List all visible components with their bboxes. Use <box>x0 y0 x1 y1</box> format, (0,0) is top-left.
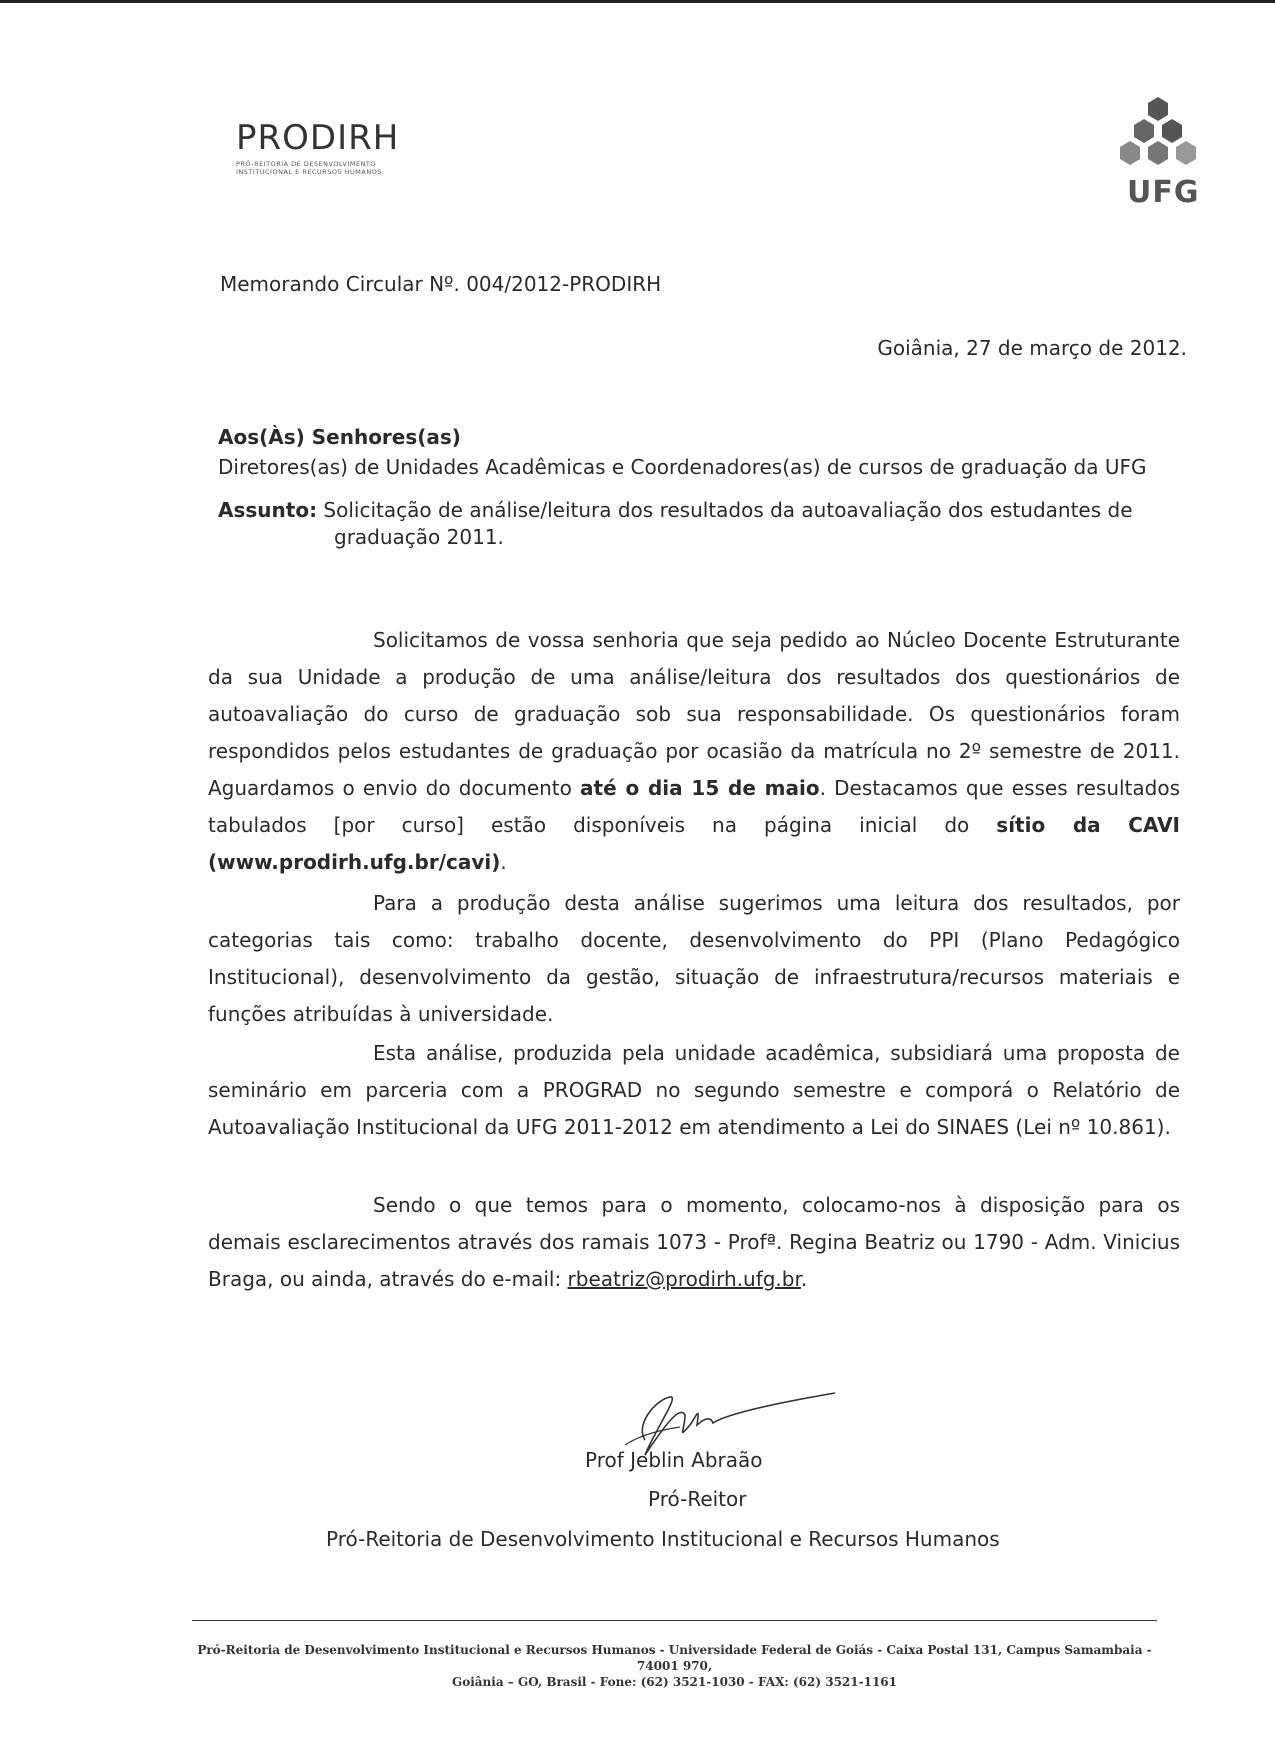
paragraph-3 <box>208 1035 1180 1146</box>
paragraph-2-text: Para a produção desta análise sugerimos uma leitura dos resultados, por categorias tais como: trabalho docente, desenvolvimento do PPI (Plano Pedagógico Institucional), desenvolvimento da gestão, situação de infraestrutura/recursos materiais e funções atribuídas à universidade. <box>208 891 1180 1026</box>
memo-date: Goiânia, 27 de março de 2012. <box>877 336 1187 360</box>
email-link[interactable]: rbeatriz@prodirh.ufg.br <box>567 1267 801 1291</box>
footer-divider <box>192 1620 1157 1621</box>
prodirh-logo-subtitle <box>236 160 416 176</box>
subject-text-line-2: graduação 2011. <box>334 525 504 549</box>
paragraph-1-text-b: . Destacamos que esses resultados tabulados [por curso] estão disponíveis na página inicial do <box>208 776 1180 837</box>
subject-label: Assunto: <box>218 498 318 522</box>
subject-block <box>218 497 1188 551</box>
footer-line-2: Goiânia – GO, Brasil - Fone: (62) 3521-1030 - FAX: (62) 3521-1161 <box>451 1675 898 1689</box>
footer-line-1: Pró-Reitoria de Desenvolvimento Institucional e Recursos Humanos - Universidade Federal de Goiás - Caixa Postal 131, Campus Samambaia - 74001 970, <box>197 1643 1152 1673</box>
prodirh-logo-title: PRODIRH <box>236 118 400 158</box>
cavi-site-text: sítio da CAVI (www.prodirh.ufg.br/cavi) <box>208 813 1180 874</box>
paragraph-4 <box>208 1187 1180 1298</box>
top-border <box>0 0 1275 3</box>
addressee-line: Diretores(as) de Unidades Acadêmicas e Coordenadores(as) de cursos de graduação da UFG <box>218 455 1147 479</box>
paragraph-3-text: Esta análise, produzida pela unidade acadêmica, subsidiará uma proposta de seminário em parceria com a PROGRAD no segundo semestre e comporá o Relatório de Autoavaliação Institucional da UFG 2011-2012 em atendimento a Lei do SINAES (Lei nº 10.861). <box>208 1041 1180 1139</box>
signatory-name: Prof Jeblin Abraão <box>585 1448 763 1472</box>
paragraph-1-text-c: . <box>500 850 507 874</box>
logo-subtitle-line-2: INSTITUCIONAL E RECURSOS HUMANOS <box>236 168 382 176</box>
deadline-text: até o dia 15 de maio <box>580 776 820 800</box>
subject-text-line-1: Solicitação de análise/leitura dos resultados da autoavaliação dos estudantes de <box>323 498 1133 522</box>
paragraph-1 <box>208 622 1180 881</box>
paragraph-4-text-a: Sendo o que temos para o momento, colocamo-nos à disposição para os demais esclarecimentos através dos ramais 1073 - Profª. Regina Beatriz ou 1790 - Adm. Vinicius Braga, ou ainda, através do e-mail: <box>208 1193 1180 1291</box>
signatory-department: Pró-Reitoria de Desenvolvimento Institucional e Recursos Humanos <box>326 1527 1000 1551</box>
memo-number: Memorando Circular Nº. 004/2012-PRODIRH <box>220 272 662 296</box>
addressee-title: Aos(Às) Senhores(as) <box>218 425 461 449</box>
ufg-logo-text: UFG <box>1127 175 1200 210</box>
footer-address <box>192 1642 1157 1690</box>
signatory-role: Pró-Reitor <box>648 1487 747 1511</box>
paragraph-2 <box>208 885 1180 1033</box>
paragraph-4-text-b: . <box>800 1267 808 1291</box>
logo-subtitle-line-1: PRÓ-REITORIA DE DESENVOLVIMENTO <box>236 160 376 168</box>
paragraph-1-text-a: Solicitamos de vossa senhoria que seja pedido ao Núcleo Docente Estruturante da sua Unidade a produção de uma análise/leitura dos resultados dos questionários de autoavaliação do curso de graduação sob sua responsabilidade. Os questionários foram respondidos pelos estudantes de graduação por ocasião da matrícula no 2º semestre de 2011. Aguardamos o envio do documento <box>208 628 1180 800</box>
